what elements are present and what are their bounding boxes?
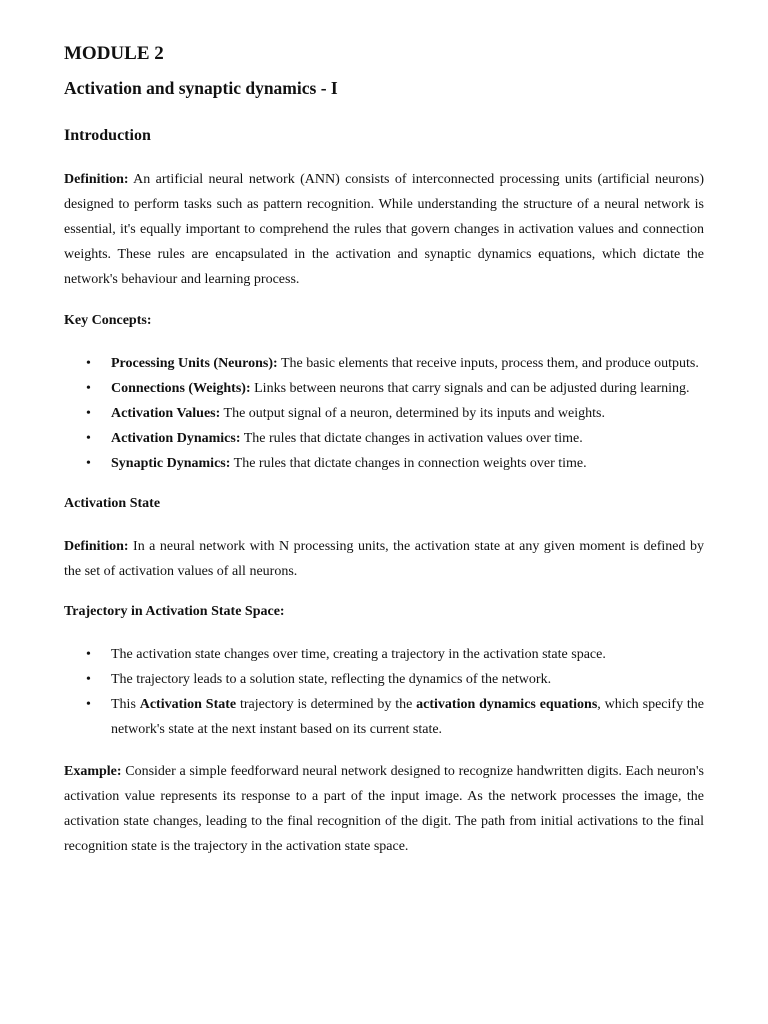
concept-term: Synaptic Dynamics: — [111, 456, 231, 471]
example-text: Consider a simple feedforward neural network designed to recognize handwritten digits. Each neuron's activation value represents its response to a part of the input image. As the network processes the image, the activation state changes, leading to the final recognition of the digit. The path from initial activations to the final recognition state is the trajectory in the activation state space. — [64, 764, 704, 854]
list-item — [64, 451, 704, 476]
definition-label: Definition: — [64, 172, 129, 187]
text-run: , which specify the network's state at the next instant based on its current state. — [111, 697, 704, 737]
bold-term: Activation State — [139, 697, 237, 712]
text-run: This — [111, 697, 140, 712]
chapter-subtitle: Activation and synaptic dynamics - I — [64, 78, 338, 98]
list-item — [64, 426, 704, 451]
key-concepts-list — [64, 351, 704, 476]
definition-paragraph — [64, 167, 704, 292]
list-item — [64, 692, 704, 742]
trajectory-list — [64, 642, 704, 742]
concept-text: The basic elements that receive inputs, process them, and produce outputs. — [277, 356, 699, 371]
definition-text: In a neural network with N processing units, the activation state at any given moment is defined by the set of activation values of all neurons. — [64, 539, 704, 579]
list-item: • The activation state changes over time, creating a trajectory in the activation state space. — [64, 642, 704, 667]
key-concepts-heading: Key Concepts: — [64, 313, 152, 328]
list-item: • The trajectory leads to a solution state, reflecting the dynamics of the network. — [64, 667, 704, 692]
trajectory-heading: Trajectory in Activation State Space: — [64, 604, 285, 619]
definition-label: Definition: — [64, 539, 129, 554]
concept-term: Activation Dynamics: — [111, 431, 241, 446]
example-paragraph — [64, 759, 704, 859]
bold-term: activation dynamics equations — [416, 697, 598, 712]
concept-term: Processing Units (Neurons): — [111, 356, 278, 371]
module-title: MODULE 2 — [64, 43, 164, 64]
example-label: Example: — [64, 764, 122, 779]
concept-term: Connections (Weights): — [111, 381, 251, 396]
list-item — [64, 351, 704, 376]
activation-state-definition — [64, 534, 704, 584]
concept-text: Links between neurons that carry signals and can be adjusted during learning. — [250, 381, 690, 396]
list-item — [64, 401, 704, 426]
definition-text: An artificial neural network (ANN) consists of interconnected processing units (artificial neurons) designed to perform tasks such as pattern recognition. While understanding the structure of a neural network is essential, it's equally important to comprehend the rules that govern changes in activation values and connection weights. These rules are encapsulated in the activation and synaptic dynamics equations, which dictate the network's behaviour and learning process. — [64, 172, 704, 287]
concept-term: Activation Values: — [111, 406, 221, 421]
concept-text: The output signal of a neuron, determined by its inputs and weights. — [220, 406, 605, 421]
activation-state-heading: Activation State — [64, 496, 161, 511]
list-item — [64, 376, 704, 401]
introduction-heading: Introduction — [64, 127, 151, 144]
concept-text: The rules that dictate changes in connection weights over time. — [230, 456, 587, 471]
text-run: trajectory is determined by the — [236, 697, 417, 712]
concept-text: The rules that dictate changes in activation values over time. — [240, 431, 583, 446]
